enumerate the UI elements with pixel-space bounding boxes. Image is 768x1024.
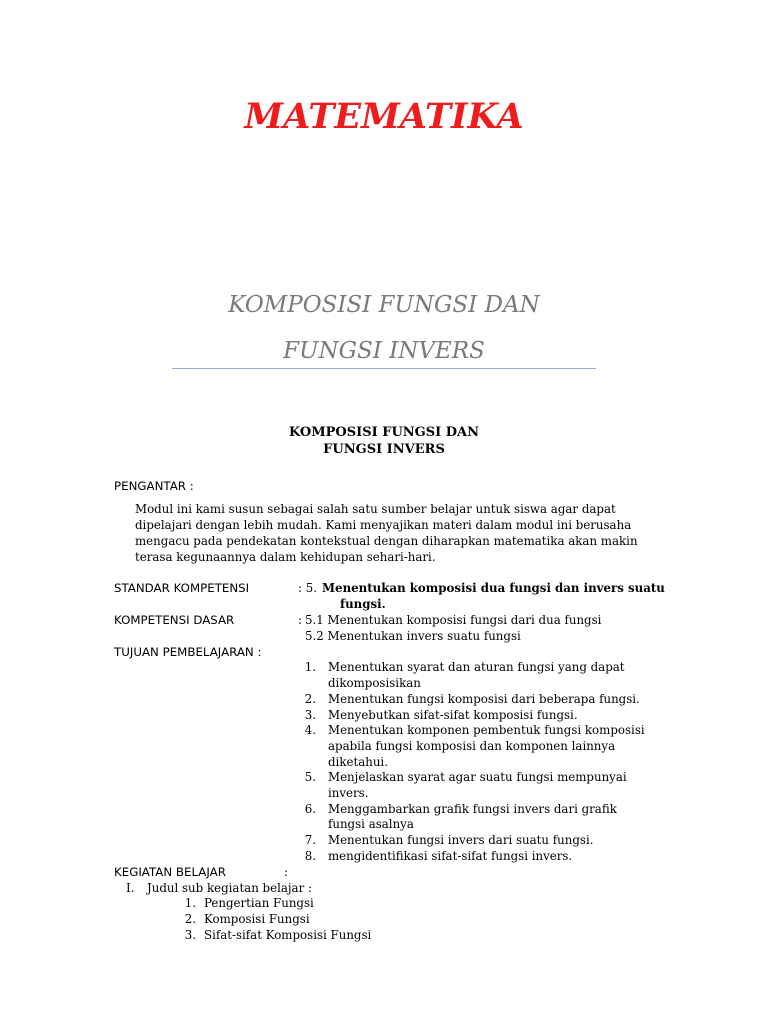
kegiatan-item-1: Pengertian Fungsi [204, 896, 314, 910]
standar-kompetensi-text-line-1: Menentukan komposisi dua fungsi dan invers suatu [322, 581, 665, 595]
kegiatan-sub-number: I. [126, 881, 135, 895]
standar-kompetensi-separator: : 5. [298, 581, 317, 595]
kegiatan-item-2: Komposisi Fungsi [204, 912, 310, 926]
kompetensi-dasar-separator: : [298, 613, 302, 627]
kegiatan-item-number: 1. [184, 896, 196, 910]
tujuan-item-6-line-1: Menggambarkan grafik fungsi invers dari grafik [328, 802, 617, 816]
tujuan-item-number: 4. [304, 723, 316, 737]
pengantar-line-4: terasa kegunaannya dalam kehidupan sehari-hari. [135, 550, 436, 564]
tujuan-item-1-line-2: dikomposisikan [328, 676, 421, 690]
tujuan-item-5-line-2: invers. [328, 786, 369, 800]
kompetensi-dasar-item-2: 5.2 Menentukan invers suatu fungsi [305, 629, 521, 643]
section-heading-line-2: FUNGSI INVERS [323, 442, 445, 457]
kegiatan-item-number: 2. [184, 912, 196, 926]
tujuan-item-4-line-3: diketahui. [328, 755, 388, 769]
pengantar-line-3: mengacu pada pendekatan kontekstual dengan diharapkan matematika akan makin [135, 534, 638, 548]
kegiatan-belajar-label: KEGIATAN BELAJAR [114, 865, 226, 879]
tujuan-item-3-line-1: Menyebutkan sifat-sifat komposisi fungsi. [328, 708, 578, 722]
tujuan-item-number: 8. [304, 849, 316, 863]
standar-kompetensi-text-line-2: fungsi. [340, 597, 386, 611]
kegiatan-item-3: Sifat-sifat Komposisi Fungsi [204, 928, 372, 942]
tujuan-item-number: 3. [304, 708, 316, 722]
pengantar-label: PENGANTAR : [114, 479, 194, 493]
tujuan-item-number: 6. [304, 802, 316, 816]
subtitle-line-1: KOMPOSISI FUNGSI DAN [228, 292, 540, 318]
tujuan-item-2-line-1: Menentukan fungsi komposisi dari beberapa fungsi. [328, 692, 640, 706]
kompetensi-dasar-item-1: 5.1 Menentukan komposisi fungsi dari dua fungsi [305, 613, 602, 627]
tujuan-item-7-line-1: Menentukan fungsi invers dari suatu fungsi. [328, 833, 594, 847]
kegiatan-belajar-separator: : [284, 865, 288, 879]
tujuan-item-number: 5. [304, 770, 316, 784]
tujuan-item-5-line-1: Menjelaskan syarat agar suatu fungsi mempunyai [328, 770, 627, 784]
tujuan-item-1-line-1: Menentukan syarat dan aturan fungsi yang dapat [328, 660, 625, 674]
tujuan-item-number: 7. [304, 833, 316, 847]
tujuan-item-8-line-1: mengidentifikasi sifat-sifat fungsi invers. [328, 849, 573, 863]
pengantar-line-1: Modul ini kami susun sebagai salah satu sumber belajar untuk siswa agar dapat [135, 502, 616, 516]
pengantar-line-2: dipelajari dengan lebih mudah. Kami menyajikan materi dalam modul ini berusaha [135, 518, 632, 532]
kompetensi-dasar-label: KOMPETENSI DASAR [114, 613, 235, 627]
kegiatan-sub-label: Judul sub kegiatan belajar : [147, 881, 312, 895]
kegiatan-item-number: 3. [184, 928, 196, 942]
document-title: MATEMATIKA [244, 96, 524, 137]
standar-kompetensi-label: STANDAR KOMPETENSI [114, 581, 250, 595]
tujuan-pembelajaran-label: TUJUAN PEMBELAJARAN : [114, 645, 262, 659]
section-heading-line-1: KOMPOSISI FUNGSI DAN [288, 425, 480, 440]
tujuan-item-number: 2. [304, 692, 316, 706]
tujuan-item-number: 1. [304, 660, 316, 674]
tujuan-item-6-line-2: fungsi asalnya [328, 817, 414, 831]
title-underline-rule [172, 368, 596, 369]
subtitle-line-2: FUNGSI INVERS [283, 338, 485, 364]
tujuan-item-4-line-1: Menentukan komponen pembentuk fungsi komposisi [328, 723, 645, 737]
tujuan-item-4-line-2: apabila fungsi komposisi dan komponen lainnya [328, 739, 616, 753]
